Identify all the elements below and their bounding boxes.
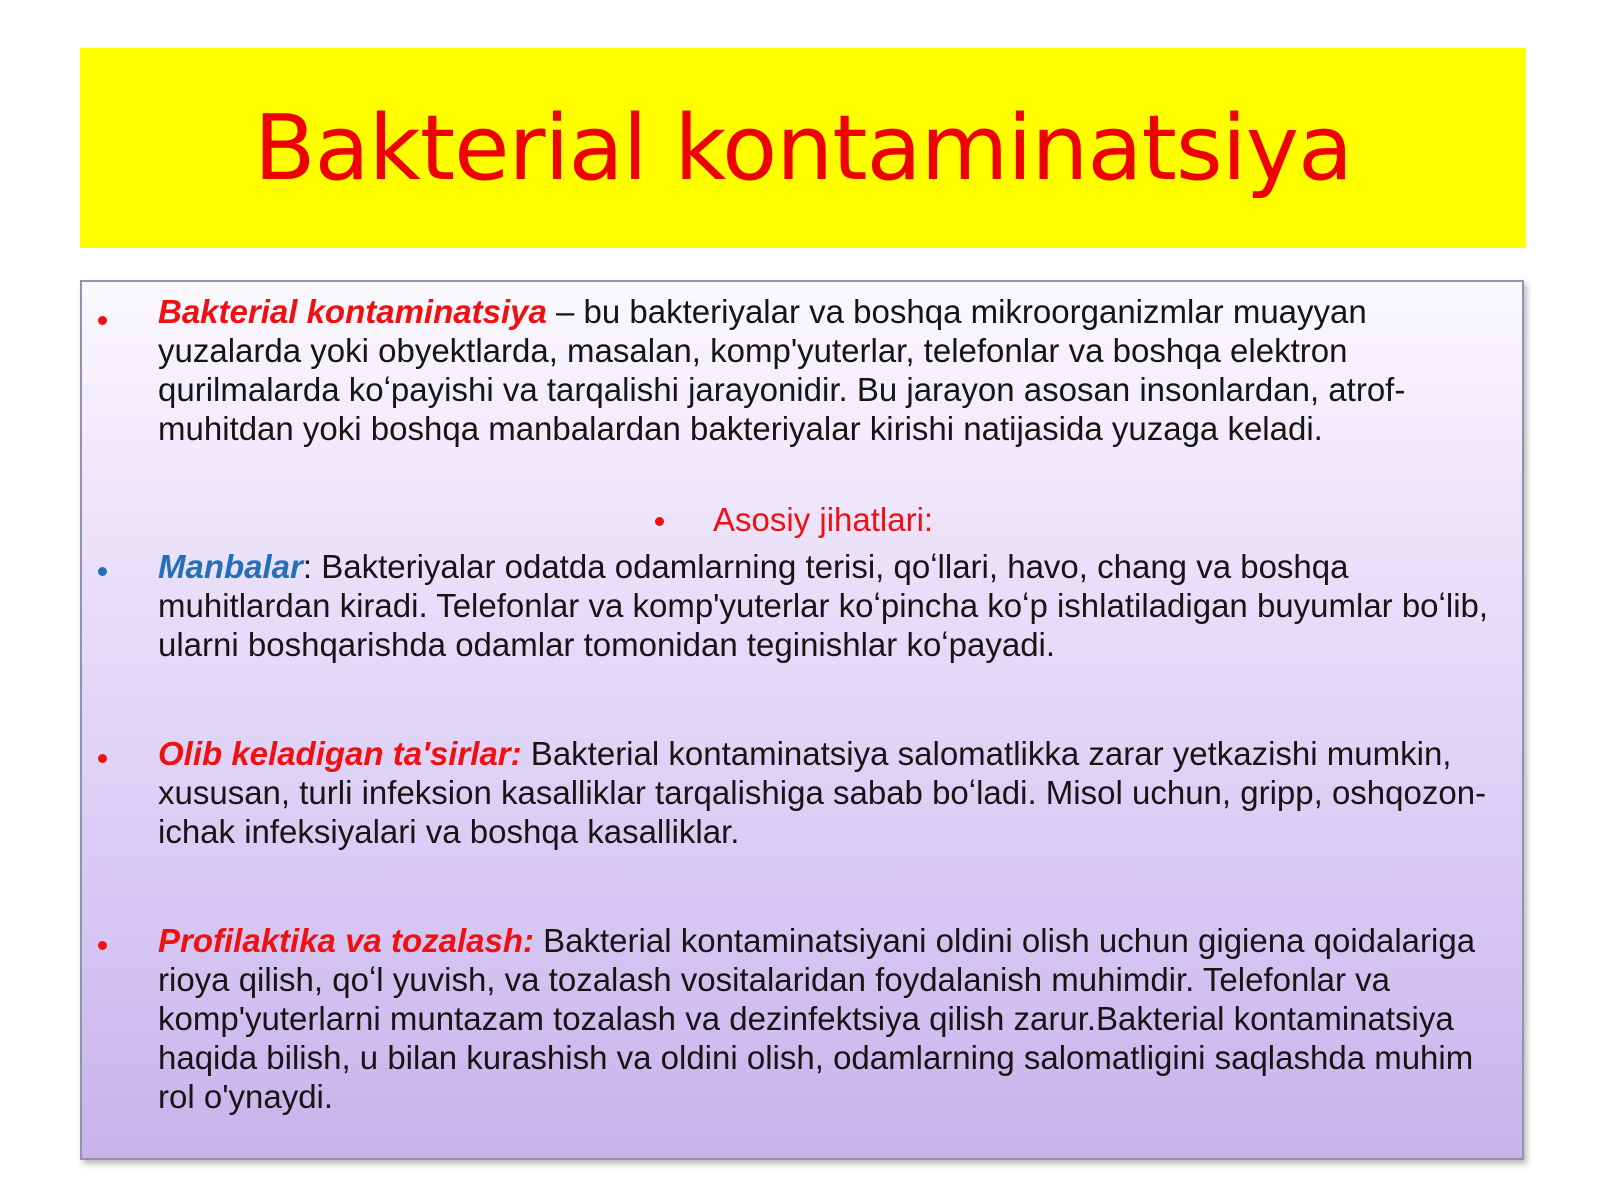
bullet-body: Bakterial kontaminatsiyani oldini olish uchun gigiena qoidalariga rioya qilish, qoʻl yuvish, va tozalash vositalaridan foydalanish muhimdir. Telefonlar va komp'yuterlarni muntazam tozalash va dezinfektsiya qilish zarur.Bakterial kontaminatsiya haqida bilish, u bilan kurashish va oldini olish, odamlarning salomatligini saqlashda muhim rol o'ynaydi.	[158, 922, 1476, 1115]
bullet-text	[158, 734, 1504, 851]
bullet-text	[158, 292, 1504, 448]
subheading: Asosiy jihatlari:	[713, 501, 934, 538]
bullet-lead: Manbalar	[158, 548, 303, 585]
red-bullet-icon	[655, 517, 664, 526]
bullet-body: : Bakteriyalar odatda odamlarning terisi, qoʻllari, havo, chang va boshqa muhitlardan kiradi. Telefonlar va komp'yuterlar koʻpincha koʻp ishlatiladigan buyumlar boʻlib, ularni boshqarishda odamlar tomonidan teginishlar koʻpayadi.	[158, 548, 1489, 663]
title-banner	[80, 48, 1526, 248]
bullet-lead: Profilaktika va tozalash:	[158, 922, 534, 959]
bullet-text	[158, 921, 1504, 1116]
bullet-body: – bu bakteriyalar va boshqa mikroorganizmlar muayyan yuzalarda yoki obyektlarda, masalan, komp'yuterlar, telefonlar va boshqa elektron qurilmalarda koʻpayishi va tarqalishi jarayonidir. Bu jarayon asosan insonlardan, atrof-muhitdan yoki boshqa manbalardan bakteriyalar kirishi natijasida yuzaga keladi.	[158, 293, 1406, 447]
red-bullet-icon	[98, 941, 107, 950]
bullet-lead: Bakterial kontaminatsiya	[158, 293, 547, 330]
red-bullet-icon	[98, 316, 107, 325]
blue-bullet-icon	[98, 567, 107, 576]
bullet-body: Bakterial kontaminatsiya salomatlikka zarar yetkazishi mumkin, xususan, turli infeksion kasalliklar tarqalishiga sabab boʻladi. Misol uchun, gripp, oshqozon-ichak infeksiyalari va boshqa kasalliklar.	[158, 735, 1487, 850]
bullet-lead: Olib keladigan ta'sirlar:	[158, 735, 522, 772]
bullet-text	[158, 547, 1504, 664]
slide-title: Bakterial kontaminatsiya	[253, 95, 1353, 201]
red-bullet-icon	[98, 754, 107, 763]
content-panel	[80, 280, 1524, 1160]
